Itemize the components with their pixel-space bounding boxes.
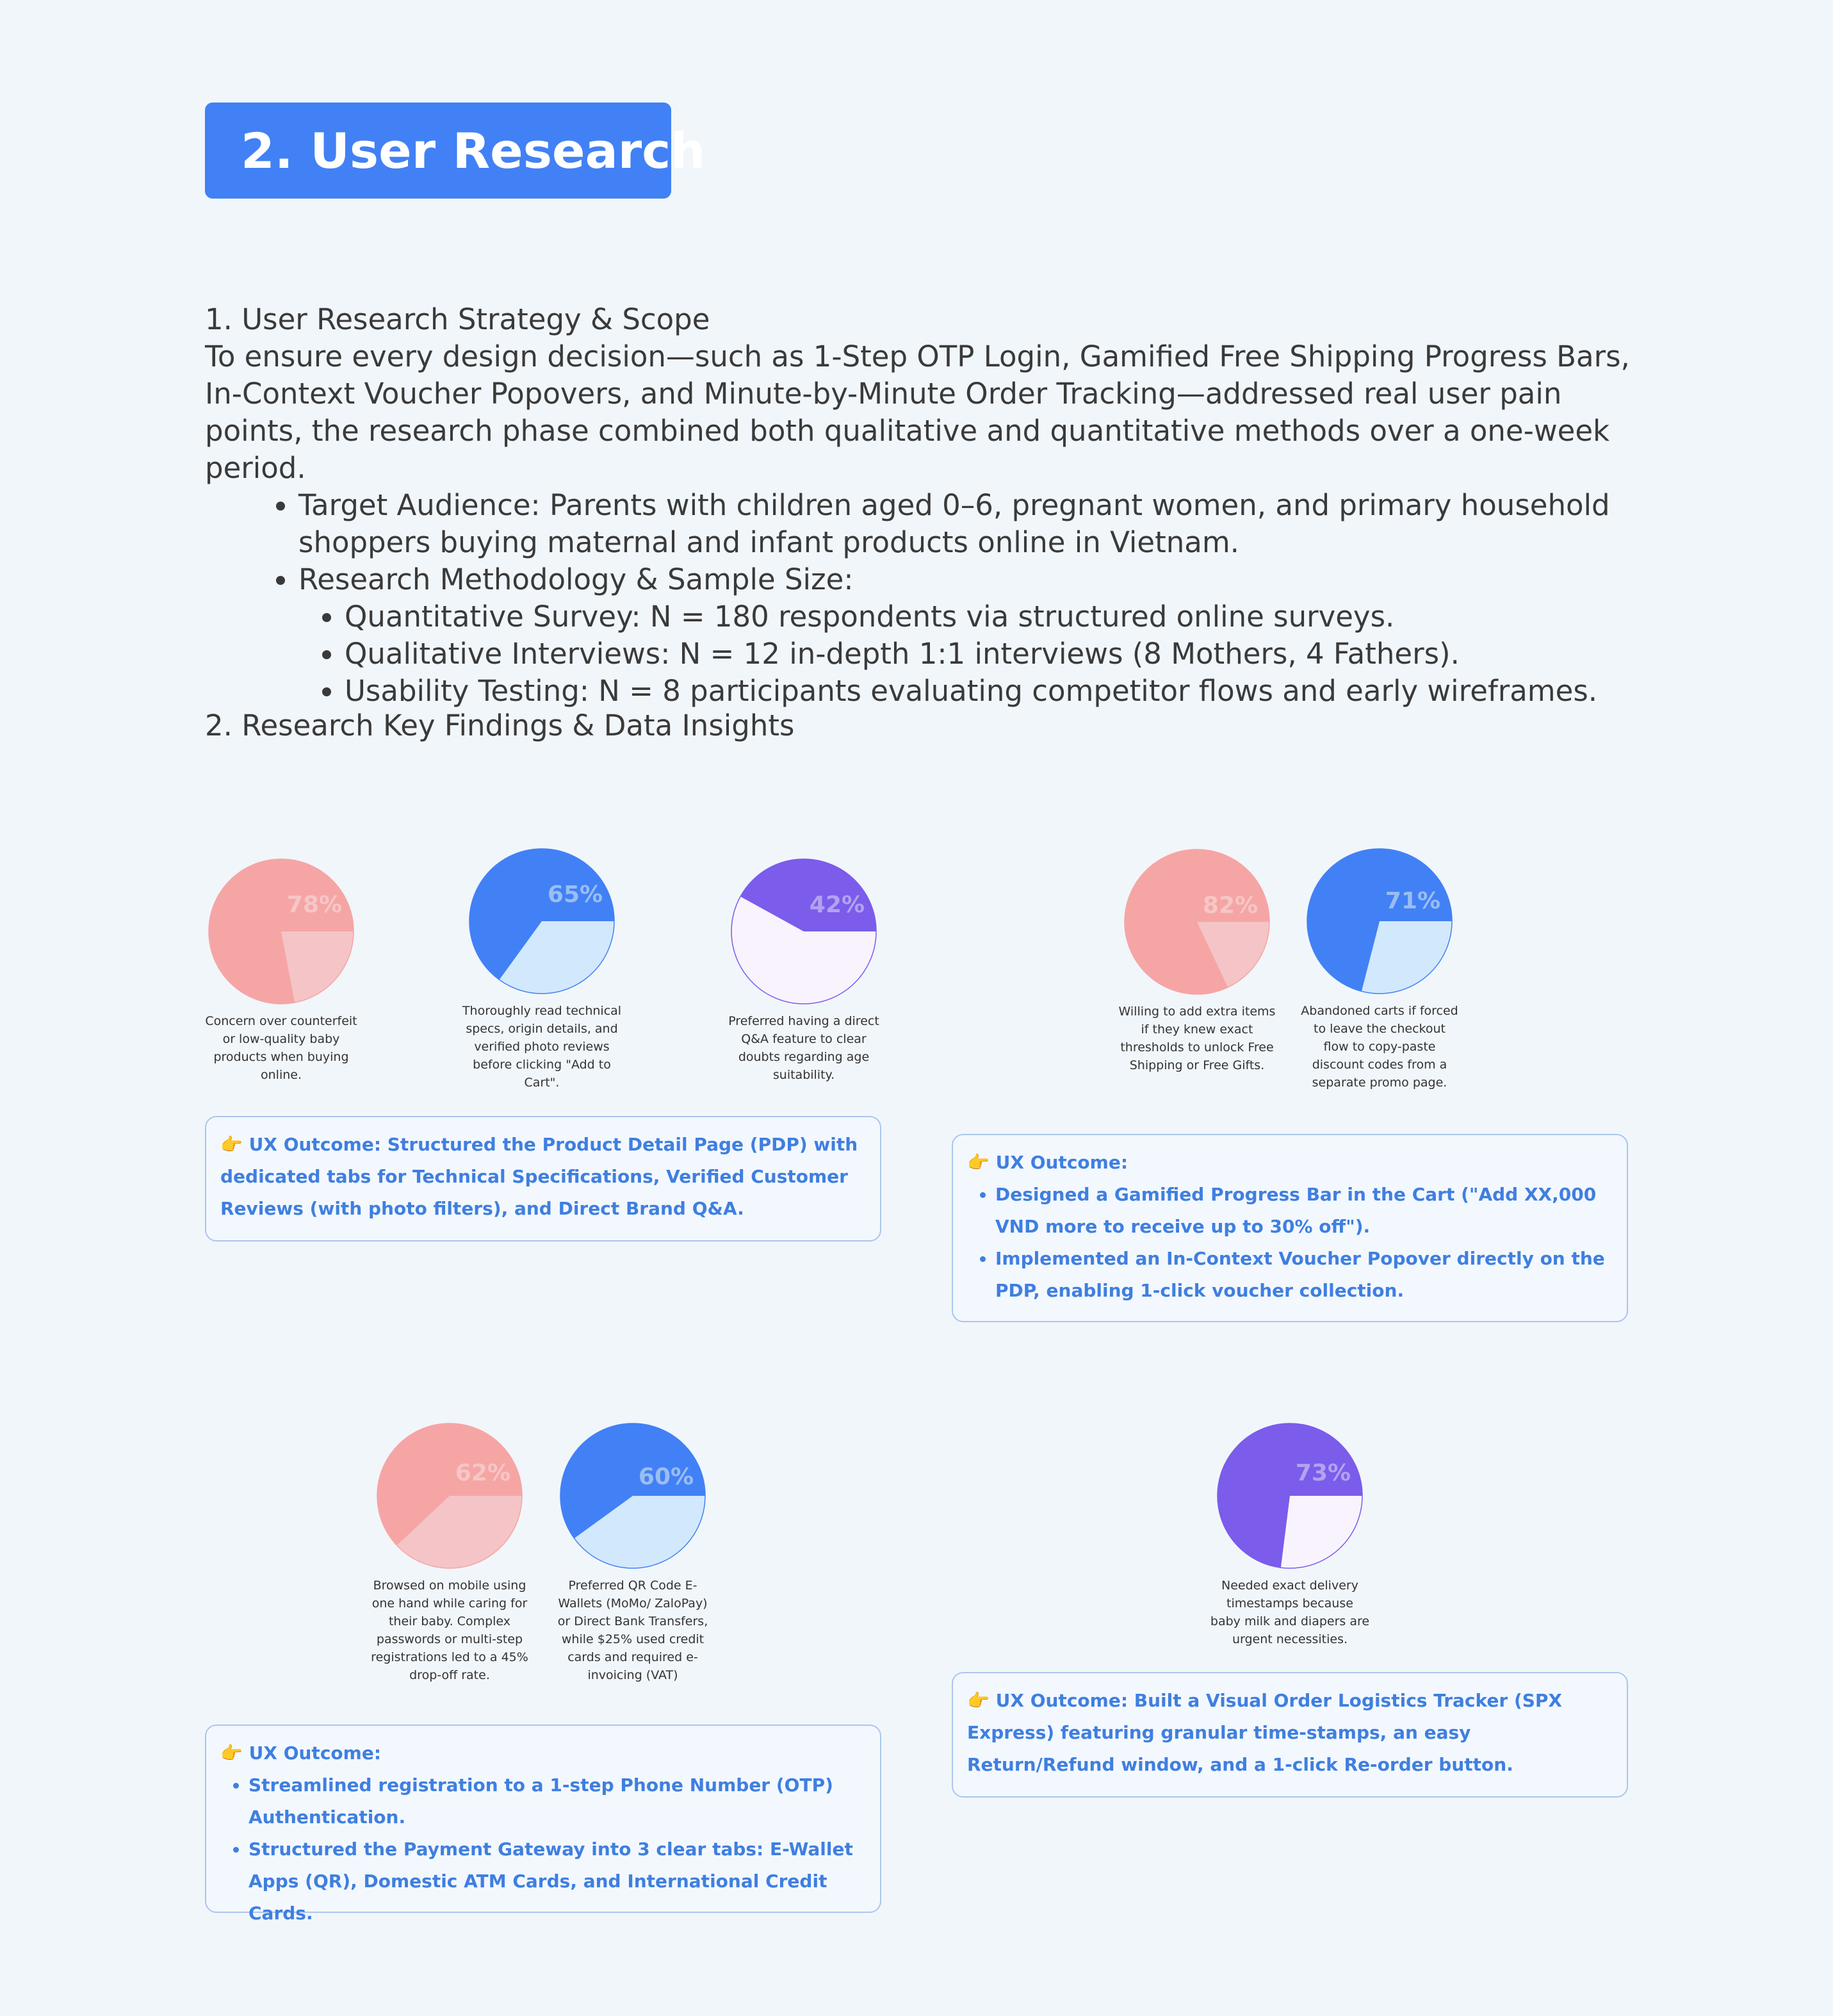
pointing-hand-icon: 👉 xyxy=(967,1690,990,1711)
outcome-text: UX Outcome: Structured the Product Detail Page (PDP) with dedicated tabs for Technical Specifications, Verified Customer Reviews (with photo filters), and Direct Brand Q&A. xyxy=(220,1134,858,1219)
pie-chart xyxy=(729,857,878,1006)
ux-outcome-auth xyxy=(205,1725,881,1924)
stat-counterfeit-concern xyxy=(201,857,361,1084)
strategy-section xyxy=(205,301,1640,710)
stat-free-shipping-threshold xyxy=(1117,848,1277,1074)
stat-caption: Thoroughly read technical specs, origin details, and verified photo reviews before clicking "Add to Cart". xyxy=(462,1004,622,1090)
outcome-list xyxy=(967,1179,1613,1307)
findings-heading: 2. Research Key Findings & Data Insights xyxy=(205,709,795,742)
strategy-heading: 1. User Research Strategy & Scope xyxy=(205,302,710,336)
outcome-list xyxy=(220,1769,866,1930)
pie-value-label: 65% xyxy=(547,881,603,908)
pointing-hand-icon: 👉 xyxy=(220,1134,243,1155)
outcome-head xyxy=(967,1147,1613,1179)
pie-chart xyxy=(558,1422,707,1570)
stat-caption: Abandoned carts if forced to leave the checkout flow to copy-paste discount codes from a separate promo page. xyxy=(1301,1004,1458,1090)
page-title: 2. User Research xyxy=(205,102,671,199)
outcome-item: • Structured the Payment Gateway into 3 clear tabs: E-Wallet Apps (QR), Domestic ATM Cards, and International Credit Cards. xyxy=(248,1833,866,1930)
pointing-hand-icon: 👉 xyxy=(220,1742,243,1764)
outcome-head xyxy=(220,1737,866,1769)
outcome-text: UX Outcome: Built a Visual Order Logistics Tracker (SPX Express) featuring granular time-stamps, an easy Return/Refund window, and a 1-click Re-order button. xyxy=(967,1690,1563,1775)
strategy-list xyxy=(205,487,1640,710)
outcome-head-label: UX Outcome: xyxy=(248,1742,382,1764)
methodology-item xyxy=(298,561,1640,710)
stat-abandoned-carts xyxy=(1299,847,1460,1092)
pie-value-label: 62% xyxy=(455,1460,511,1486)
pie-value-label: 78% xyxy=(286,892,343,918)
pie-chart xyxy=(468,847,616,996)
stat-read-specs xyxy=(462,847,622,1092)
strategy-paragraph: To ensure every design decision—such as 1-Step OTP Login, Gamified Free Shipping Progress Bars, In-Context Voucher Popovers, and Minute-by-Minute Order Tracking—addressed real user pain points, the research phase combined both qualitative and quantitative methods over a one-week period. xyxy=(205,340,1630,485)
outcome-item: • Designed a Gamified Progress Bar in the Cart ("Add XX,000 VND more to receive up to 30% off"). xyxy=(995,1179,1613,1243)
target-audience: • Target Audience: Parents with children aged 0–6, pregnant women, and primary household shoppers buying maternal and infant products online in Vietnam. xyxy=(298,487,1640,561)
pie-chart xyxy=(1123,848,1271,996)
pie-value-label: 71% xyxy=(1385,888,1441,914)
ux-outcome-cart xyxy=(952,1134,1628,1322)
outcome-item: • Streamlined registration to a 1-step Phone Number (OTP) Authentication. xyxy=(248,1769,866,1833)
stat-caption: Preferred QR Code E-Wallets (MoMo/ ZaloPay) or Direct Bank Transfers, while $25% used credit cards and required e-invoicing (VAT) xyxy=(557,1578,708,1682)
pie-chart xyxy=(1305,847,1454,996)
ux-outcome-logistics xyxy=(952,1672,1628,1798)
pie-value-label: 42% xyxy=(809,892,865,918)
stat-caption: Preferred having a direct Q&A feature to clear doubts regarding age suitability. xyxy=(728,1014,879,1082)
method-interviews: • Qualitative Interviews: N = 12 in-depth 1:1 interviews (8 Mothers, 4 Fathers). xyxy=(345,635,1640,673)
stat-caption: Concern over counterfeit or low-quality baby products when buying online. xyxy=(205,1014,357,1082)
pie-value-label: 60% xyxy=(638,1464,694,1490)
pie-value-label: 73% xyxy=(1295,1460,1351,1486)
outcome-item: • Implemented an In-Context Voucher Popover directly on the PDP, enabling 1-click voucher collection. xyxy=(995,1243,1613,1307)
method-usability: • Usability Testing: N = 8 participants evaluating competitor flows and early wireframes. xyxy=(345,673,1640,710)
stat-caption: Browsed on mobile using one hand while caring for their baby. Complex passwords or multi-step registrations led to a 45% drop-off rate. xyxy=(371,1578,528,1682)
pie-value-label: 82% xyxy=(1202,892,1259,919)
pie-chart xyxy=(1216,1422,1364,1570)
pie-chart xyxy=(207,857,355,1006)
stat-caption: Needed exact delivery timestamps because baby milk and diapers are urgent necessities. xyxy=(1210,1578,1370,1646)
ux-outcome-pdp xyxy=(205,1116,881,1242)
stat-caption: Willing to add extra items if they knew exact thresholds to unlock Free Shipping or Free Gifts. xyxy=(1118,1004,1276,1072)
methodology-label: Research Methodology & Sample Size: xyxy=(298,562,854,596)
pointing-hand-icon: 👉 xyxy=(967,1152,990,1173)
stat-qr-payments xyxy=(553,1422,713,1684)
stat-delivery-timestamps xyxy=(1210,1422,1370,1648)
pie-chart xyxy=(375,1422,524,1570)
stat-direct-qa xyxy=(724,857,884,1084)
stat-one-hand-mobile xyxy=(370,1422,530,1684)
methods-list xyxy=(298,598,1640,710)
method-survey: • Quantitative Survey: N = 180 respondents via structured online surveys. xyxy=(345,598,1640,635)
outcome-head-label: UX Outcome: xyxy=(995,1152,1128,1173)
